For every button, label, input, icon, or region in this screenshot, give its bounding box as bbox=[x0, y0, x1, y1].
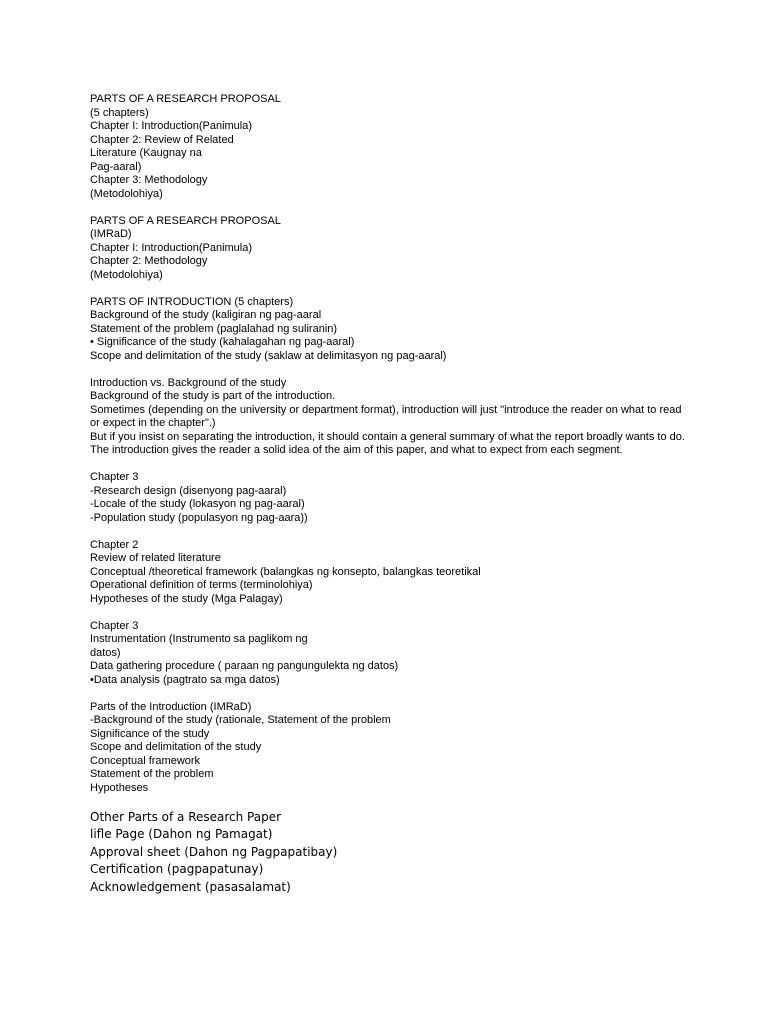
section-heading: Chapter 3 bbox=[90, 619, 139, 632]
proposal-5-chapters-section bbox=[90, 93, 690, 201]
text-line: Chapter 2: Methodology bbox=[90, 255, 208, 267]
introduction-vs-background-section bbox=[90, 377, 690, 458]
text-line: Data gathering procedure ( paraan ng pangungulekta ng datos) bbox=[90, 660, 399, 672]
text-line: (Metodolohiya) bbox=[90, 187, 163, 200]
chapter-2-section bbox=[90, 539, 690, 607]
text-line: Background of the study (kaligiran ng pag-aaral bbox=[90, 309, 322, 321]
text-line: (5 chapters) bbox=[90, 106, 149, 119]
parts-of-introduction-imrad-section bbox=[90, 701, 690, 796]
text-line: Statement of the problem bbox=[90, 768, 214, 780]
chapter-3-instrumentation-section bbox=[90, 620, 690, 688]
section-heading: Introduction vs. Background of the study bbox=[90, 376, 287, 389]
text-line: Review of related literature bbox=[90, 552, 221, 564]
text-line: •Data analysis (pagtrato sa mga datos) bbox=[90, 673, 280, 686]
section-heading: Other Parts of a Research Paper bbox=[90, 809, 282, 824]
text-line: Conceptual framework bbox=[90, 754, 201, 767]
parts-of-introduction-section bbox=[90, 296, 690, 364]
text-line: -Research design (disenyong pag-aaral) bbox=[90, 484, 287, 497]
text-line: (IMRaD) bbox=[90, 228, 132, 240]
section-heading: Chapter 2 bbox=[90, 538, 139, 551]
text-line: Conceptual /theoretical framework (balangkas ng konsepto, balangkas teoretikal bbox=[90, 565, 481, 578]
text-line: Acknowledgement (pasasalamat) bbox=[90, 879, 291, 894]
document-body bbox=[90, 93, 690, 896]
text-line: Hypotheses of the study (Mga Palagay) bbox=[90, 592, 283, 605]
text-line: Statement of the problem (paglalahad ng suliranin) bbox=[90, 322, 338, 335]
paragraph: Sometimes (depending on the university or department format), introduction will just "introduce the reader on what to read or expect in the chapter".) bbox=[90, 403, 682, 429]
section-heading: Chapter 3 bbox=[90, 471, 139, 483]
text-line: (Metodolohiya) bbox=[90, 268, 163, 281]
text-line: Literature (Kaugnay na bbox=[90, 147, 202, 159]
paragraph: But if you insist on separating the introduction, it should contain a general summary of what the report broadly wants to do. The introduction gives the reader a solid idea of the aim of this paper, and what to expect from each segment. bbox=[90, 430, 685, 456]
text-line: Significance of the study bbox=[90, 727, 210, 740]
text-line: Chapter 3: Methodology bbox=[90, 174, 208, 186]
section-heading: Parts of the Introduction (IMRaD) bbox=[90, 700, 252, 713]
text-line: Pag-aaral) bbox=[90, 160, 142, 173]
text-line: Chapter I: Introduction(Panimula) bbox=[90, 241, 253, 254]
text-line: • Significance of the study (kahalagahan ng pag-aaral) bbox=[90, 336, 355, 348]
text-line: Certification (pagpapatunay) bbox=[90, 862, 264, 876]
text-line: Hypotheses bbox=[90, 781, 149, 794]
section-heading: PARTS OF INTRODUCTION (5 chapters) bbox=[90, 295, 294, 308]
text-line: -Population study (populasyon ng pag-aara)) bbox=[90, 511, 308, 524]
section-heading: PARTS OF A RESEARCH PROPOSAL bbox=[90, 93, 281, 105]
text-line: Chapter I: Introduction(Panimula) bbox=[90, 120, 253, 132]
text-line: -Background of the study (rationale, Statement of the problem bbox=[90, 714, 391, 726]
text-line: Scope and delimitation of the study (saklaw at delimitasyon ng pag-aaral) bbox=[90, 349, 447, 362]
chapter-3-design-section bbox=[90, 471, 690, 525]
text-line: -Locale of the study (lokasyon ng pag-aaral) bbox=[90, 498, 305, 510]
section-heading: PARTS OF A RESEARCH PROPOSAL bbox=[90, 214, 281, 227]
other-parts-section bbox=[90, 809, 690, 897]
text-line: lifle Page (Dahon ng Pamagat) bbox=[90, 827, 273, 841]
text-line: Operational definition of terms (terminolohiya) bbox=[90, 579, 313, 591]
text-line: datos) bbox=[90, 646, 121, 659]
text-line: Background of the study is part of the introduction. bbox=[90, 390, 336, 402]
text-line: Chapter 2: Review of Related bbox=[90, 133, 234, 146]
text-line: Scope and delimitation of the study bbox=[90, 741, 262, 753]
text-line: Instrumentation (Instrumento sa paglikom ng bbox=[90, 633, 308, 645]
text-line: Approval sheet (Dahon ng Pagpapatibay) bbox=[90, 844, 338, 859]
proposal-imrad-section bbox=[90, 215, 690, 283]
